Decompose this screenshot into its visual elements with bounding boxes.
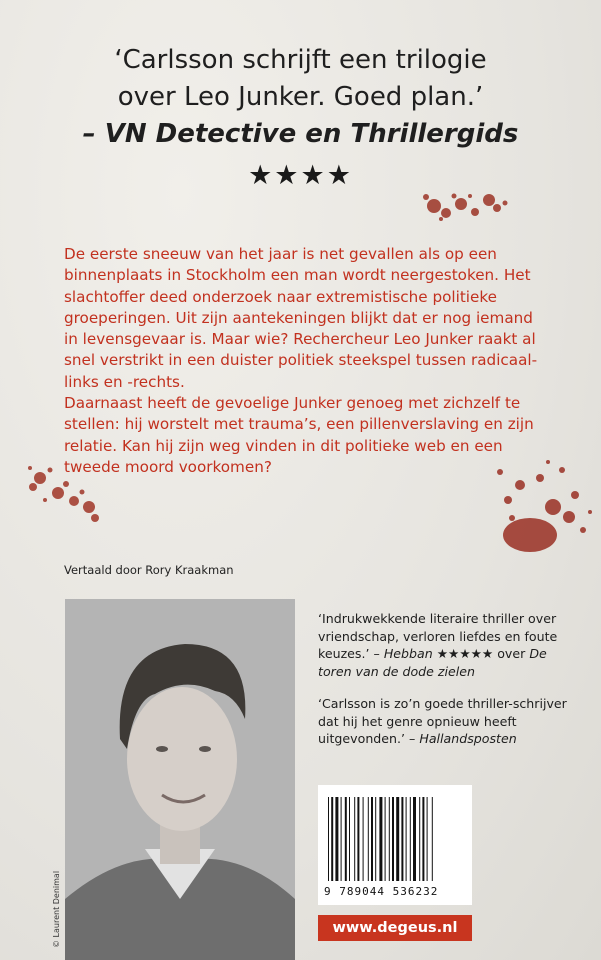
rating-stars: ★★★★	[248, 160, 353, 191]
author-portrait-icon	[65, 599, 295, 960]
quote-line-2: over Leo Junker. Goed plan.’	[117, 82, 484, 112]
synopsis-paragraph-1: De eerste sneeuw van het jaar is net gevallen als op een binnenplaats in Stockholm een man wordt neergestoken. Het slachtoffer deed onderzoek naar extremistische politieke groeperingen. Uit zijn aantekeningen blijkt dat er nog iemand in levensgevaar is. Maar wie? Rechercheur Leo Junker raakt al snel verstrikt in een duister politiek steekspel tussen radicaal-links en -rechts.	[64, 245, 538, 391]
quote-source: – VN Detective en Thrillergids	[82, 119, 519, 149]
synopsis-paragraph-2: Daarnaast heeft de gevoelige Junker genoeg met zichzelf te stellen: hij worstelt met trauma’s, een pillenverslaving en zijn relatie. Kan hij zijn weg vinden in dit politieke web en een tweede moord voorkomen?	[64, 394, 534, 476]
synopsis	[64, 244, 544, 478]
review-source: Hebban	[383, 646, 433, 661]
review-hebban	[318, 610, 578, 680]
review-stars: ★★★★★	[436, 646, 494, 661]
review-book-title: De toren van de dode zielen	[318, 646, 547, 679]
publisher-website-link[interactable]: www.degeus.nl	[318, 915, 472, 941]
review-hallandsposten	[318, 695, 578, 748]
press-reviews	[318, 610, 578, 763]
isbn-digits: 9 789044 536232	[324, 885, 439, 898]
quote-line-1: ‘Carlsson schrijft een trilogie	[114, 45, 487, 75]
translator-credit: Vertaald door Rory Kraakman	[64, 563, 234, 577]
review-over: over	[497, 646, 526, 661]
review-source: Hallandsposten	[419, 731, 517, 746]
review-text: ‘Indrukwekkende literaire thriller over vriendschap, verloren liefdes en foute keuzes.’ –	[318, 611, 558, 661]
review-text: ‘Carlsson is zo’n goede thriller-schrijver dat hij het genre opnieuw heeft uitgevonden.’ –	[318, 696, 567, 746]
press-quote-top	[0, 42, 601, 153]
photo-credit: © Laurent Denimal	[52, 870, 61, 948]
author-photo	[65, 599, 295, 960]
